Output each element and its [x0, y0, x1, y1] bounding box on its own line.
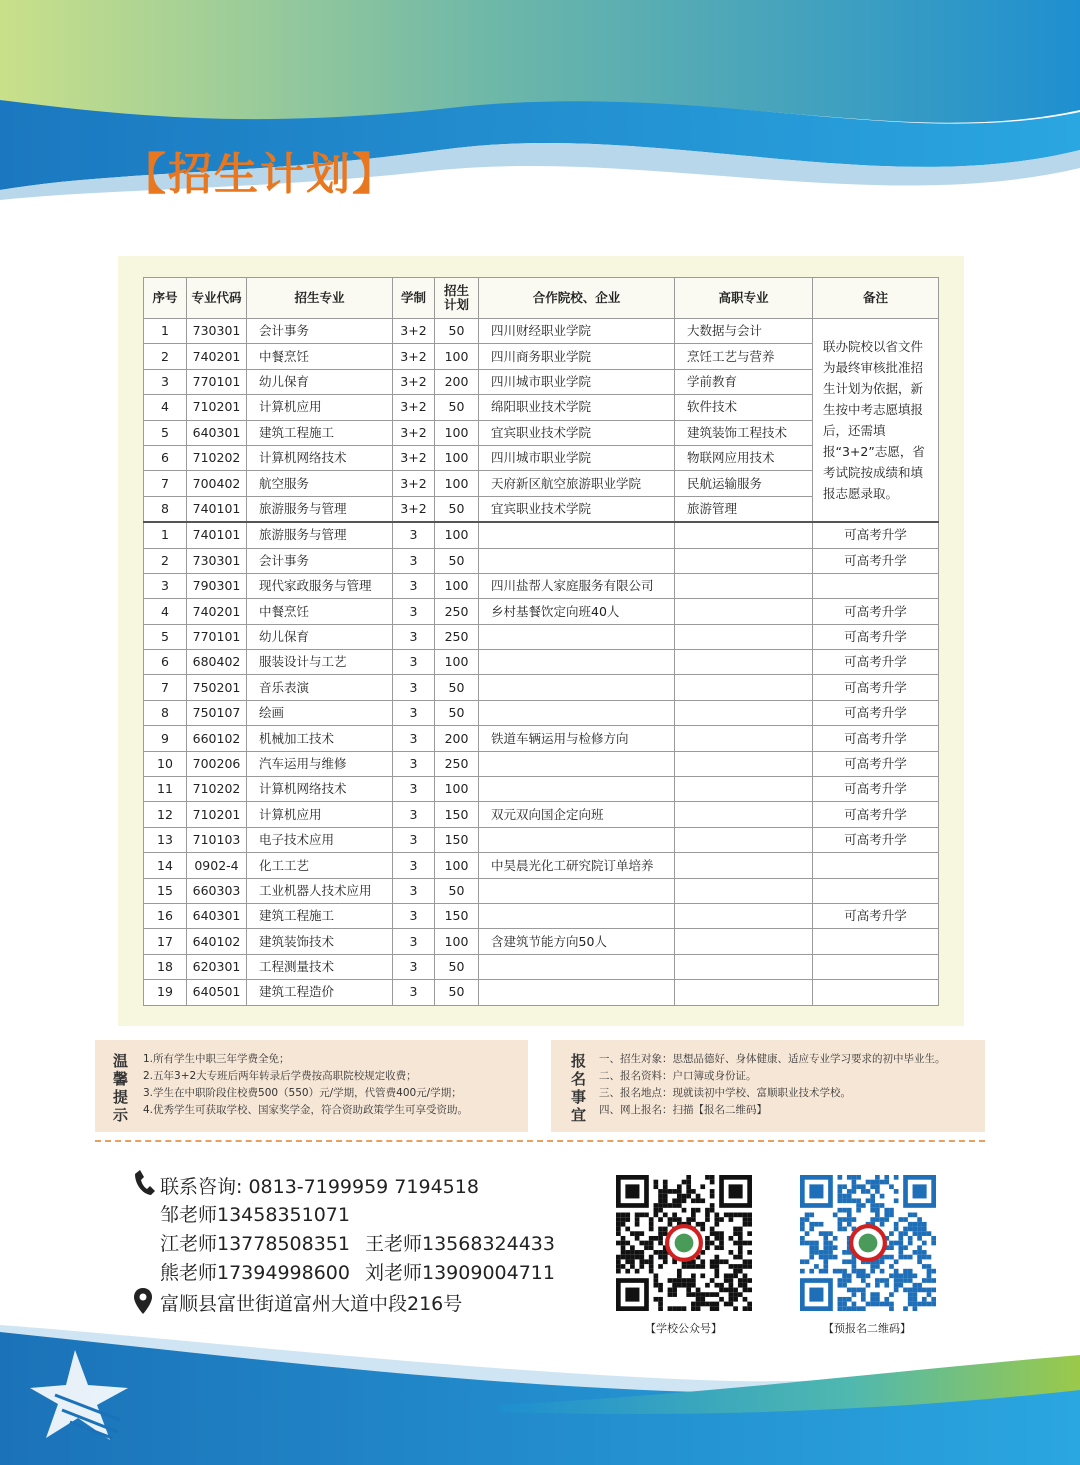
cell-major: 工业机器人技术应用 — [247, 878, 393, 903]
cell-major: 会计事务 — [247, 548, 393, 573]
cell-partner — [479, 777, 675, 802]
cell-remark — [813, 980, 939, 1005]
cell-partner — [479, 675, 675, 700]
cell-code: 700402 — [187, 471, 247, 496]
tips-box — [95, 1040, 528, 1132]
cell-code: 740201 — [187, 599, 247, 624]
cell-code: 730301 — [187, 548, 247, 573]
cell-code: 770101 — [187, 624, 247, 649]
cell-major: 计算机应用 — [247, 395, 393, 420]
cell-duration: 3 — [393, 751, 435, 776]
cell-remark: 可高考升学 — [813, 777, 939, 802]
cell-higher-major: 大数据与会计 — [675, 319, 813, 344]
apply-box — [551, 1040, 985, 1132]
table-row — [144, 522, 939, 548]
cell-partner — [479, 624, 675, 649]
cell-plan: 50 — [435, 980, 479, 1005]
cell-code: 640301 — [187, 420, 247, 445]
cell-code: 740101 — [187, 522, 247, 548]
cell-plan: 50 — [435, 675, 479, 700]
cell-duration: 3 — [393, 548, 435, 573]
cell-major: 中餐烹饪 — [247, 599, 393, 624]
cell-higher-major: 物联网应用技术 — [675, 445, 813, 470]
cell-plan: 250 — [435, 624, 479, 649]
table-row — [144, 954, 939, 979]
cell-duration: 3+2 — [393, 319, 435, 344]
cell-duration: 3+2 — [393, 395, 435, 420]
cell-partner: 双元双向国企定向班 — [479, 802, 675, 827]
cell-index: 12 — [144, 802, 187, 827]
pre-registration-qr-code[interactable] — [800, 1175, 936, 1311]
cell-major: 计算机应用 — [247, 802, 393, 827]
cell-duration: 3 — [393, 954, 435, 979]
cell-plan: 100 — [435, 420, 479, 445]
cell-plan: 100 — [435, 929, 479, 954]
cell-duration: 3 — [393, 980, 435, 1005]
cell-major: 建筑装饰技术 — [247, 929, 393, 954]
table-row — [144, 548, 939, 573]
cell-plan: 50 — [435, 954, 479, 979]
table-row — [144, 903, 939, 928]
cell-higher-major — [675, 751, 813, 776]
cell-duration: 3 — [393, 929, 435, 954]
cell-code: 710201 — [187, 802, 247, 827]
cell-remark: 可高考升学 — [813, 903, 939, 928]
cell-plan: 50 — [435, 496, 479, 522]
cell-remark — [813, 929, 939, 954]
cell-duration: 3 — [393, 522, 435, 548]
cell-code: 770101 — [187, 369, 247, 394]
header-code: 专业代码 — [187, 278, 247, 319]
cell-code: 730301 — [187, 319, 247, 344]
cell-code: 640501 — [187, 980, 247, 1005]
cell-higher-major: 学前教育 — [675, 369, 813, 394]
cell-code: 710103 — [187, 827, 247, 852]
header-higher-major: 高职专业 — [675, 278, 813, 319]
cell-plan: 100 — [435, 522, 479, 548]
cell-index: 14 — [144, 853, 187, 878]
table-row — [144, 675, 939, 700]
cell-code: 740101 — [187, 496, 247, 522]
cell-code: 640301 — [187, 903, 247, 928]
cell-partner — [479, 700, 675, 725]
table-row — [144, 624, 939, 649]
cell-partner: 四川城市职业学院 — [479, 369, 675, 394]
cell-partner: 四川盐帮人家庭服务有限公司 — [479, 573, 675, 598]
cell-duration: 3 — [393, 878, 435, 903]
cell-plan: 250 — [435, 751, 479, 776]
header-remark: 备注 — [813, 278, 939, 319]
phone-icon — [132, 1168, 156, 1196]
bottom-wave-decoration — [0, 1300, 1080, 1465]
table-row — [144, 777, 939, 802]
cell-plan: 50 — [435, 319, 479, 344]
cell-higher-major: 软件技术 — [675, 395, 813, 420]
cell-major: 计算机网络技术 — [247, 445, 393, 470]
cell-plan: 50 — [435, 878, 479, 903]
cell-duration: 3 — [393, 802, 435, 827]
cell-plan: 200 — [435, 726, 479, 751]
cell-partner: 乡村基餐饮定向班40人 — [479, 599, 675, 624]
cell-index: 18 — [144, 954, 187, 979]
apply-lines — [599, 1051, 946, 1119]
cell-remark: 可高考升学 — [813, 624, 939, 649]
cell-major: 现代家政服务与管理 — [247, 573, 393, 598]
cell-major: 化工工艺 — [247, 853, 393, 878]
cell-index: 13 — [144, 827, 187, 852]
cell-index: 2 — [144, 548, 187, 573]
table-header-row — [144, 278, 939, 319]
cell-major: 机械加工技术 — [247, 726, 393, 751]
cell-higher-major — [675, 700, 813, 725]
cell-remark: 可高考升学 — [813, 827, 939, 852]
qr-caption: 【学校公众号】 — [645, 1322, 722, 1335]
cell-partner — [479, 751, 675, 776]
cell-index: 6 — [144, 445, 187, 470]
cell-higher-major — [675, 624, 813, 649]
cell-index: 7 — [144, 675, 187, 700]
cell-higher-major — [675, 853, 813, 878]
cell-partner: 四川财经职业学院 — [479, 319, 675, 344]
cell-major: 音乐表演 — [247, 675, 393, 700]
cell-higher-major — [675, 777, 813, 802]
cell-major: 建筑工程施工 — [247, 903, 393, 928]
cell-higher-major — [675, 903, 813, 928]
cell-remark — [813, 573, 939, 598]
table-row — [144, 853, 939, 878]
cell-higher-major — [675, 675, 813, 700]
cell-higher-major — [675, 573, 813, 598]
page-title: 【招生计划】 — [122, 149, 398, 200]
table-row — [144, 700, 939, 725]
cell-duration: 3+2 — [393, 496, 435, 522]
cell-remark: 可高考升学 — [813, 675, 939, 700]
contact-teacher: 邹老师13458351071 — [160, 1204, 350, 1226]
header-index: 序号 — [144, 278, 187, 319]
cell-index: 6 — [144, 650, 187, 675]
cell-code: 700206 — [187, 751, 247, 776]
table-row — [144, 980, 939, 1005]
cell-plan: 50 — [435, 395, 479, 420]
cell-major: 汽车运用与维修 — [247, 751, 393, 776]
cell-code: 710202 — [187, 445, 247, 470]
cell-major: 计算机网络技术 — [247, 777, 393, 802]
divider — [95, 1140, 985, 1142]
tip-line: 3.学生在中职阶段住校费500（550）元/学期，代管费400元/学期； — [143, 1087, 462, 1099]
cell-index: 16 — [144, 903, 187, 928]
cell-partner — [479, 878, 675, 903]
contact-teacher: 江老师13778508351 — [160, 1233, 350, 1255]
cell-index: 2 — [144, 344, 187, 369]
cell-plan: 200 — [435, 369, 479, 394]
cell-major: 会计事务 — [247, 319, 393, 344]
contact-teacher: 刘老师13909004711 — [365, 1262, 555, 1284]
tip-line: 2.五年3+2大专班后两年转录后学费按高职院校规定收费； — [143, 1070, 417, 1082]
cell-major: 旅游服务与管理 — [247, 496, 393, 522]
enrollment-plan-table — [143, 277, 939, 1006]
cell-index: 8 — [144, 496, 187, 522]
cell-higher-major — [675, 650, 813, 675]
cell-remark — [813, 853, 939, 878]
cell-remark: 可高考升学 — [813, 522, 939, 548]
cell-duration: 3+2 — [393, 344, 435, 369]
cell-index: 1 — [144, 522, 187, 548]
cell-major: 旅游服务与管理 — [247, 522, 393, 548]
cell-plan: 150 — [435, 903, 479, 928]
cell-partner — [479, 650, 675, 675]
cell-index: 11 — [144, 777, 187, 802]
cell-duration: 3 — [393, 903, 435, 928]
cell-major: 建筑工程造价 — [247, 980, 393, 1005]
contact-address: 富顺县富世街道富州大道中段216号 — [160, 1293, 463, 1315]
cell-duration: 3 — [393, 853, 435, 878]
cell-major: 幼儿保育 — [247, 369, 393, 394]
cell-higher-major — [675, 599, 813, 624]
cell-code: 620301 — [187, 954, 247, 979]
cell-major: 建筑工程施工 — [247, 420, 393, 445]
cell-major: 绘画 — [247, 700, 393, 725]
tip-line: 1.所有学生中职三年学费全免； — [143, 1053, 290, 1065]
header-major: 招生专业 — [247, 278, 393, 319]
cell-partner: 绵阳职业技术学院 — [479, 395, 675, 420]
cell-partner: 铁道车辆运用与检修方向 — [479, 726, 675, 751]
tips-label: 温 馨 提 示 — [113, 1052, 129, 1124]
cell-index: 5 — [144, 624, 187, 649]
cell-duration: 3 — [393, 700, 435, 725]
table-row — [144, 573, 939, 598]
cell-code: 710202 — [187, 777, 247, 802]
cell-partner — [479, 548, 675, 573]
cell-higher-major: 民航运输服务 — [675, 471, 813, 496]
cell-plan: 50 — [435, 548, 479, 573]
cell-remark: 可高考升学 — [813, 751, 939, 776]
cell-duration: 3+2 — [393, 420, 435, 445]
cell-code: 660303 — [187, 878, 247, 903]
cell-code: 0902-4 — [187, 853, 247, 878]
cell-duration: 3 — [393, 624, 435, 649]
cell-remark — [813, 878, 939, 903]
cell-remark — [813, 954, 939, 979]
table-row — [144, 929, 939, 954]
cell-higher-major — [675, 522, 813, 548]
cell-partner — [479, 827, 675, 852]
cell-index: 8 — [144, 700, 187, 725]
cell-higher-major: 建筑装饰工程技术 — [675, 420, 813, 445]
cell-index: 9 — [144, 726, 187, 751]
cell-higher-major — [675, 980, 813, 1005]
cell-higher-major — [675, 726, 813, 751]
cell-index: 4 — [144, 395, 187, 420]
cell-remark: 可高考升学 — [813, 548, 939, 573]
school-account-qr-code[interactable] — [616, 1175, 752, 1311]
cell-code: 790301 — [187, 573, 247, 598]
cell-plan: 150 — [435, 827, 479, 852]
cell-higher-major — [675, 929, 813, 954]
cell-partner: 宜宾职业技术学院 — [479, 496, 675, 522]
cell-remark: 可高考升学 — [813, 726, 939, 751]
apply-line: 一、招生对象：思想品德好、身体健康、适应专业学习要求的初中毕业生。 — [599, 1053, 946, 1065]
cell-partner: 含建筑节能方向50人 — [479, 929, 675, 954]
cell-plan: 100 — [435, 344, 479, 369]
cell-partner: 天府新区航空旅游职业学院 — [479, 471, 675, 496]
table-row — [144, 827, 939, 852]
cell-partner — [479, 954, 675, 979]
cell-duration: 3+2 — [393, 471, 435, 496]
table-row — [144, 599, 939, 624]
cell-plan: 100 — [435, 573, 479, 598]
apply-line: 二、报名资料：户口簿或身份证。 — [599, 1070, 757, 1082]
cell-remark-note: 联办院校以省文件为最终审核批准招生计划为依据，新生按中考志愿填报后，还需填报“3+2”志愿，省考试院按成绩和填报志愿录取。 — [813, 319, 939, 523]
cell-code: 680402 — [187, 650, 247, 675]
cell-code: 660102 — [187, 726, 247, 751]
apply-line: 三、报名地点：现就读初中学校、富顺职业技术学校。 — [599, 1087, 851, 1099]
cell-major: 幼儿保育 — [247, 624, 393, 649]
cell-code: 750107 — [187, 700, 247, 725]
cell-remark: 可高考升学 — [813, 650, 939, 675]
cell-higher-major: 烹饪工艺与营养 — [675, 344, 813, 369]
cell-major: 服装设计与工艺 — [247, 650, 393, 675]
table-row — [144, 650, 939, 675]
cell-duration: 3 — [393, 675, 435, 700]
cell-partner: 宜宾职业技术学院 — [479, 420, 675, 445]
table-row — [144, 751, 939, 776]
contact-phone: 联系咨询: 0813-7199959 7194518 — [160, 1176, 479, 1198]
cell-duration: 3 — [393, 726, 435, 751]
cell-plan: 100 — [435, 777, 479, 802]
cell-partner: 中昊晨光化工研究院订单培养 — [479, 853, 675, 878]
table-row — [144, 319, 939, 344]
tip-line: 4.优秀学生可获取学校、国家奖学金，符合资助政策学生可享受资助。 — [143, 1104, 469, 1116]
cell-duration: 3 — [393, 650, 435, 675]
cell-duration: 3 — [393, 777, 435, 802]
cell-duration: 3 — [393, 827, 435, 852]
cell-higher-major — [675, 802, 813, 827]
cell-index: 5 — [144, 420, 187, 445]
cell-major: 电子技术应用 — [247, 827, 393, 852]
tips-lines — [143, 1051, 468, 1119]
cell-code: 740201 — [187, 344, 247, 369]
table-row — [144, 802, 939, 827]
cell-code: 750201 — [187, 675, 247, 700]
contact-teacher: 熊老师17394998600 — [160, 1262, 350, 1284]
cell-partner — [479, 980, 675, 1005]
cell-index: 17 — [144, 929, 187, 954]
cell-plan: 100 — [435, 853, 479, 878]
cell-index: 19 — [144, 980, 187, 1005]
cell-partner: 四川城市职业学院 — [479, 445, 675, 470]
cell-duration: 3 — [393, 599, 435, 624]
cell-higher-major — [675, 878, 813, 903]
cell-index: 3 — [144, 369, 187, 394]
table-row — [144, 726, 939, 751]
cell-plan: 100 — [435, 471, 479, 496]
cell-index: 4 — [144, 599, 187, 624]
cell-major: 工程测量技术 — [247, 954, 393, 979]
cell-remark: 可高考升学 — [813, 802, 939, 827]
cell-index: 15 — [144, 878, 187, 903]
cell-plan: 50 — [435, 700, 479, 725]
cell-index: 3 — [144, 573, 187, 598]
cell-plan: 100 — [435, 650, 479, 675]
cell-remark: 可高考升学 — [813, 599, 939, 624]
cell-remark: 可高考升学 — [813, 700, 939, 725]
cell-index: 1 — [144, 319, 187, 344]
cell-partner — [479, 903, 675, 928]
cell-major: 航空服务 — [247, 471, 393, 496]
cell-higher-major — [675, 827, 813, 852]
cell-code: 710201 — [187, 395, 247, 420]
header-duration: 学制 — [393, 278, 435, 319]
table-row — [144, 878, 939, 903]
cell-partner — [479, 522, 675, 548]
cell-duration: 3 — [393, 573, 435, 598]
cell-duration: 3+2 — [393, 369, 435, 394]
cell-index: 10 — [144, 751, 187, 776]
apply-line: 四、网上报名：扫描【报名二维码】 — [599, 1104, 767, 1116]
cell-major: 中餐烹饪 — [247, 344, 393, 369]
cell-index: 7 — [144, 471, 187, 496]
cell-plan: 250 — [435, 599, 479, 624]
contact-teacher: 王老师13568324433 — [365, 1233, 555, 1255]
cell-partner: 四川商务职业学院 — [479, 344, 675, 369]
cell-higher-major — [675, 954, 813, 979]
cell-plan: 150 — [435, 802, 479, 827]
cell-duration: 3+2 — [393, 445, 435, 470]
cell-higher-major: 旅游管理 — [675, 496, 813, 522]
cell-plan: 100 — [435, 445, 479, 470]
header-partner: 合作院校、企业 — [479, 278, 675, 319]
qr-caption: 【预报名二维码】 — [823, 1322, 911, 1335]
cell-code: 640102 — [187, 929, 247, 954]
header-plan: 招生 计划 — [435, 278, 479, 319]
cell-higher-major — [675, 548, 813, 573]
apply-label: 报 名 事 宜 — [571, 1052, 587, 1124]
